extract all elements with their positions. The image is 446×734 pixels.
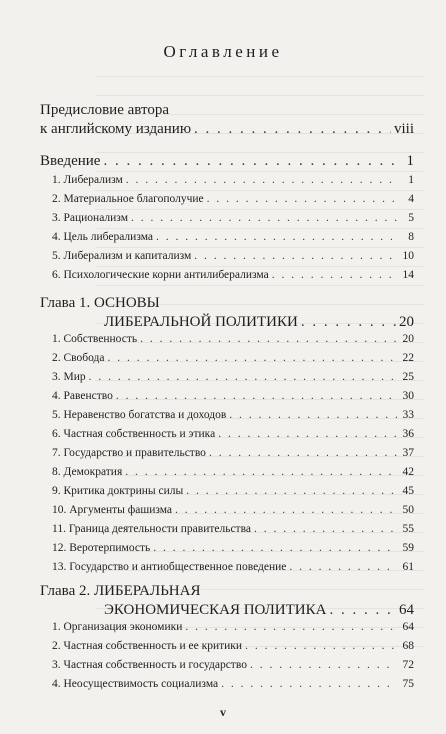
chapter2-heading-line1 [40, 583, 414, 600]
dot-leader [272, 269, 397, 281]
subentry-label: 3. Мир [52, 371, 86, 383]
dot-leader [250, 659, 397, 671]
dot-leader [218, 428, 397, 440]
preface-label-line2: к английскому изданию [40, 121, 192, 137]
subentry-label: 9. Критика доктрины силы [52, 485, 184, 497]
toc-subentry [52, 659, 414, 671]
subentry-label: 6. Психологические корни антилиберализма [52, 269, 269, 281]
dot-leader [108, 352, 398, 364]
subentry-label: 10. Аргументы фашизма [52, 504, 173, 516]
toc-subentry [52, 621, 414, 633]
toc-subentry [52, 352, 414, 364]
subentry-page: 59 [402, 542, 414, 554]
subentry-label: 13. Государство и антиобщественное поведение [52, 561, 287, 573]
toc-entry-intro [40, 153, 414, 170]
toc-subentry [52, 231, 414, 243]
subentry-page: 64 [402, 621, 414, 633]
toc-subentry [52, 447, 414, 459]
toc-subentry [52, 504, 414, 516]
dot-leader [254, 523, 397, 535]
page-folio: v [220, 705, 226, 719]
dot-leader [186, 485, 397, 497]
subentry-page: 61 [402, 561, 414, 573]
subentry-page: 36 [402, 428, 414, 440]
subentry-label: 1. Организация экономики [52, 621, 183, 633]
dot-leader [209, 447, 397, 459]
subentry-label: 12. Веротерпимость [52, 542, 151, 554]
toc-subentry [52, 174, 414, 186]
subentry-label: 5. Либерализм и капитализм [52, 250, 192, 262]
subentry-label: 4. Цель либерализма [52, 231, 153, 243]
dot-leader [185, 621, 397, 633]
toc-subentry [52, 269, 414, 281]
toc-subentry [52, 409, 414, 421]
subentry-page: 4 [408, 193, 414, 205]
intro-page: 1 [406, 153, 414, 169]
subentry-label: 3. Рационализм [52, 212, 128, 224]
chapter2-page: 64 [399, 602, 414, 618]
page-title: Оглавление [163, 42, 283, 61]
subentry-page: 20 [402, 333, 414, 345]
chapter2-label-line2: ЭКОНОМИЧЕСКАЯ ПОЛИТИКА [104, 602, 327, 618]
subentry-page: 50 [402, 504, 414, 516]
subentry-label: 2. Свобода [52, 352, 105, 364]
subentry-page: 75 [402, 678, 414, 690]
subentry-page: 42 [402, 466, 414, 478]
intro-title: Введение [40, 153, 101, 169]
toc-subentry [52, 466, 414, 478]
dot-leader [245, 640, 397, 652]
subentry-label: 4. Неосуществимость социализма [52, 678, 219, 690]
subentry-page: 8 [408, 231, 414, 243]
subentry-label: 2. Частная собственность и ее критики [52, 640, 243, 652]
subentry-label: 1. Собственность [52, 333, 138, 345]
subentry-page: 72 [402, 659, 414, 671]
toc-subentry [52, 678, 414, 690]
dot-leader [156, 231, 397, 243]
dot-leader [103, 153, 397, 170]
toc-subentry [52, 212, 414, 224]
chapter1-heading-line1 [40, 295, 414, 312]
subentry-page: 33 [402, 409, 414, 421]
preface-heading-line1 [40, 102, 414, 119]
preface-label-line1: Предисловие автора [40, 102, 169, 118]
subentry-label: 11. Граница деятельности правительства [52, 523, 251, 535]
subentry-page: 1 [408, 174, 414, 186]
subentry-label: 4. Равенство [52, 390, 113, 402]
toc-subentry [52, 193, 414, 205]
dot-leader [116, 390, 397, 402]
dot-leader [89, 371, 397, 383]
subentry-page: 5 [408, 212, 414, 224]
subentry-label: 6. Частная собственность и этика [52, 428, 216, 440]
dot-leader [175, 504, 397, 516]
toc-subentry [52, 523, 414, 535]
chapter2-label-line1: Глава 2. ЛИБЕРАЛЬНАЯ [40, 583, 201, 599]
dot-leader [131, 212, 397, 224]
subentry-page: 45 [402, 485, 414, 497]
toc-subentry [52, 333, 414, 345]
chapter1-label-line2: ЛИБЕРАЛЬНОЙ ПОЛИТИКИ [104, 314, 298, 330]
dot-leader [229, 409, 397, 421]
dot-leader [126, 174, 397, 186]
toc-subentry [52, 428, 414, 440]
toc-subentry [52, 485, 414, 497]
dot-leader [125, 466, 397, 478]
subentry-label: 7. Государство и правительство [52, 447, 206, 459]
dot-leader [221, 678, 397, 690]
toc-subentry [52, 250, 414, 262]
subentry-label: 3. Частная собственность и государство [52, 659, 247, 671]
preface-page: viii [393, 121, 414, 137]
toc-subentry [52, 561, 414, 573]
chapter1-page: 20 [399, 314, 414, 330]
subentry-page: 10 [402, 250, 414, 262]
subentry-page: 37 [402, 447, 414, 459]
dot-leader [153, 542, 397, 554]
toc-subentry [52, 390, 414, 402]
dot-leader [329, 602, 396, 619]
subentry-label: 5. Неравенство богатства и доходов [52, 409, 227, 421]
subentry-label: 8. Демократия [52, 466, 123, 478]
subentry-label: 1. Либерализм [52, 174, 123, 186]
subentry-page: 30 [402, 390, 414, 402]
dot-leader [194, 121, 391, 138]
toc-subentry [52, 640, 414, 652]
subentry-page: 68 [402, 640, 414, 652]
toc-entry-chapter2 [104, 602, 414, 619]
dot-leader [207, 193, 397, 205]
subentry-page: 25 [402, 371, 414, 383]
toc-entry-preface [40, 121, 414, 138]
chapter1-label-line1: Глава 1. ОСНОВЫ [40, 295, 160, 311]
toc-subentry [52, 542, 414, 554]
subentry-page: 22 [402, 352, 414, 364]
dot-leader [140, 333, 397, 345]
toc-entry-chapter1 [104, 314, 414, 331]
dot-leader [289, 561, 397, 573]
toc-subentry [52, 371, 414, 383]
subentry-label: 2. Материальное благополучие [52, 193, 204, 205]
subentry-page: 14 [402, 269, 414, 281]
dot-leader [301, 314, 396, 331]
dot-leader [194, 250, 397, 262]
subentry-page: 55 [402, 523, 414, 535]
